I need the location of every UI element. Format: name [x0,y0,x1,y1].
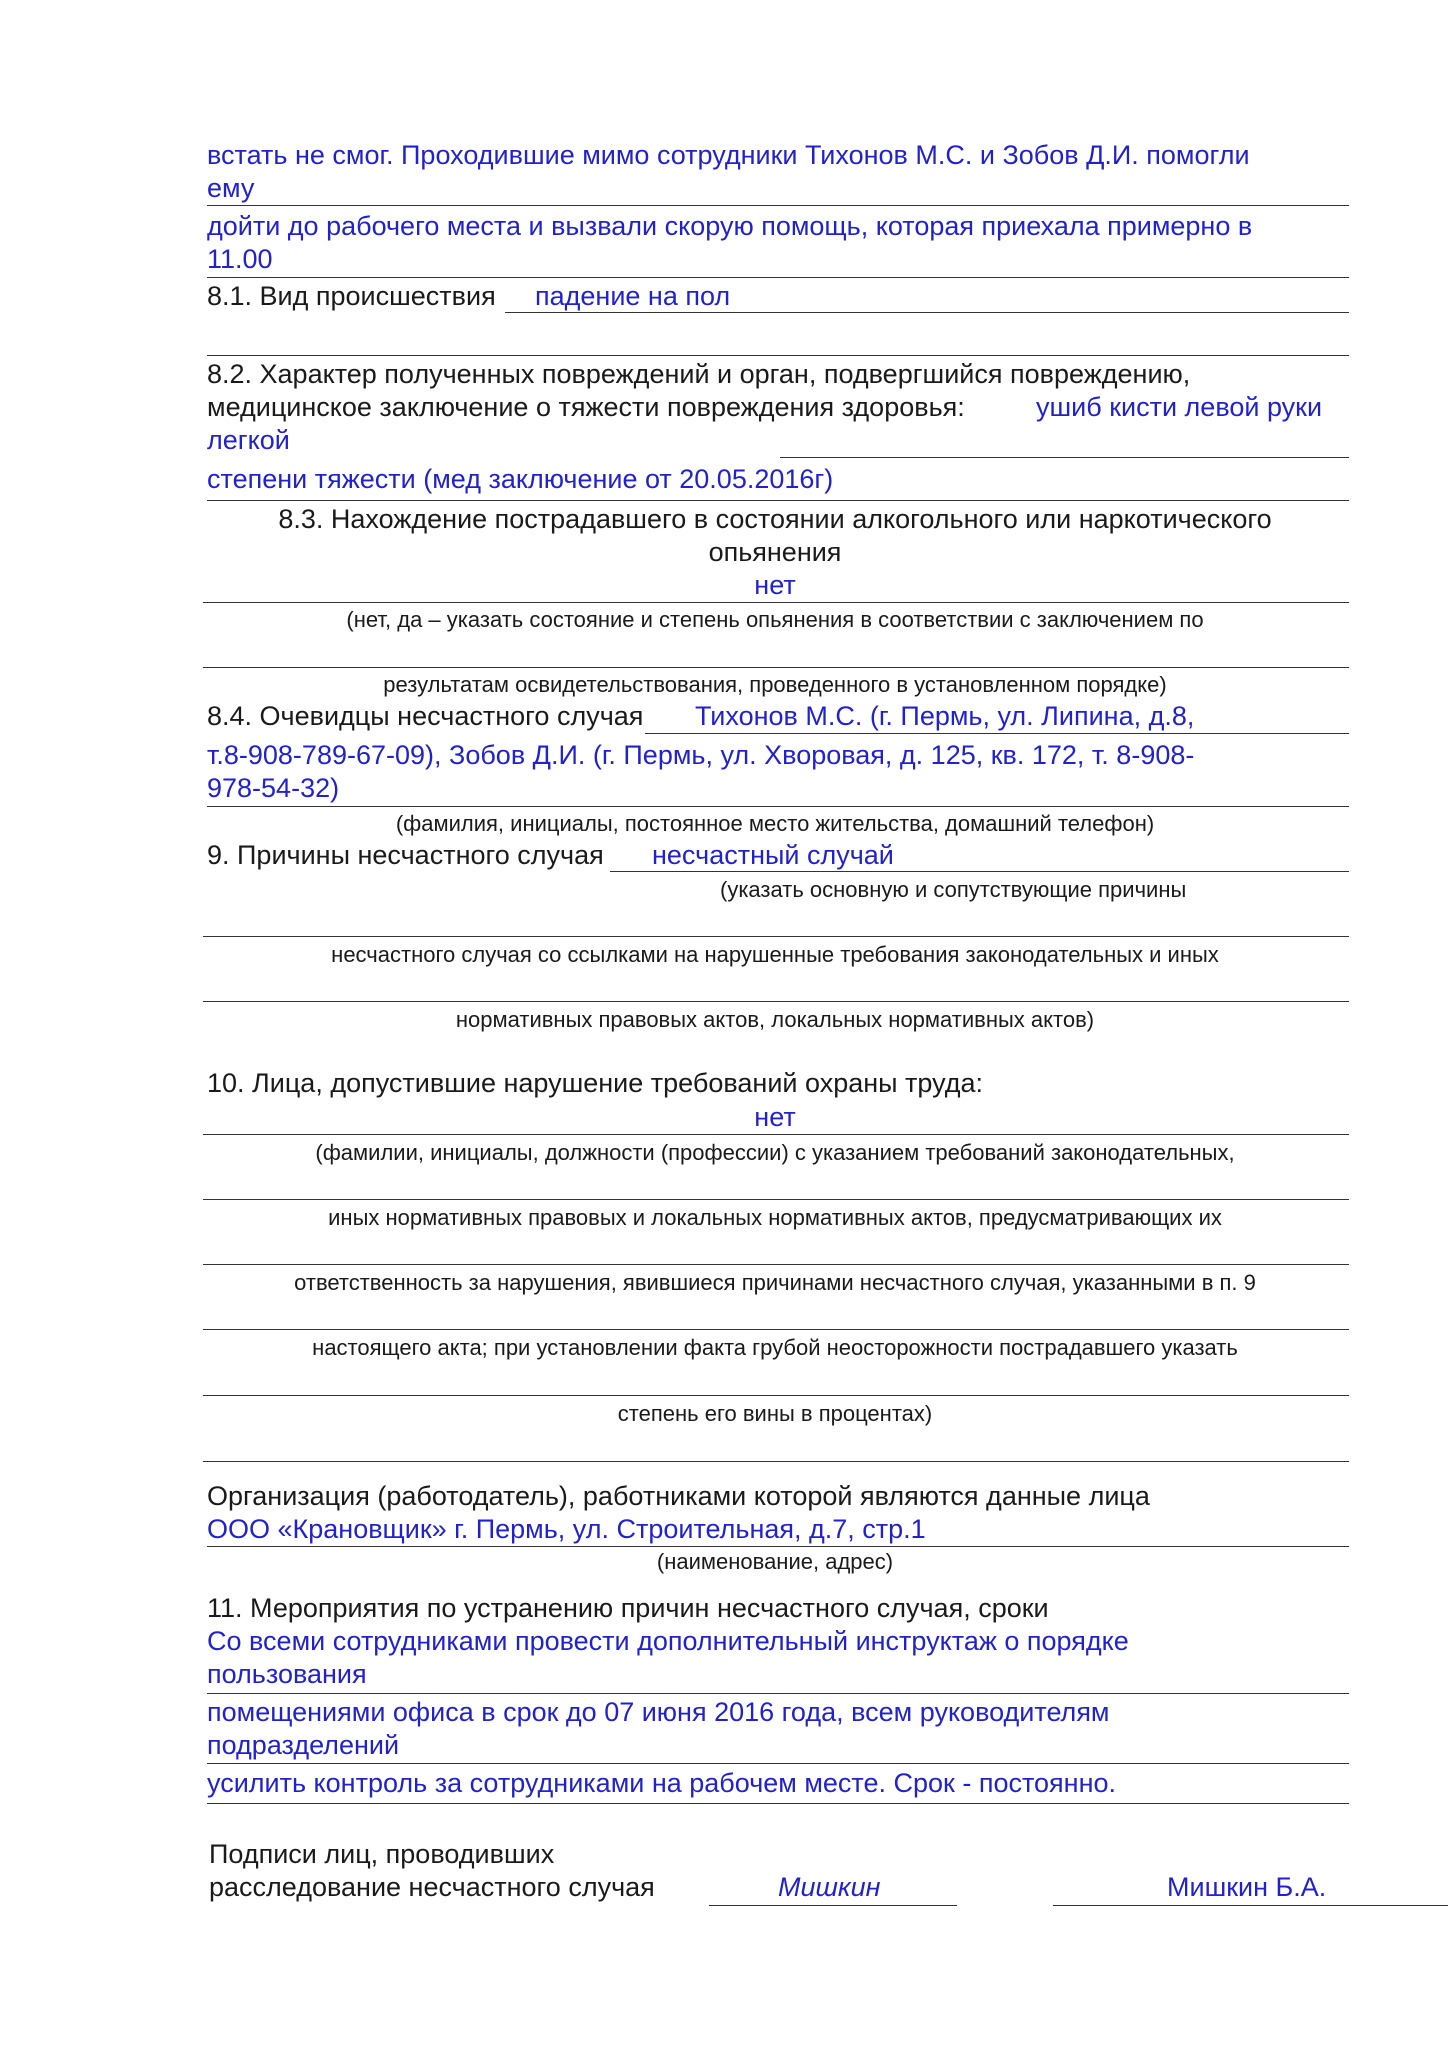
witnesses-value-line-2: т.8-908-789-67-09), Зобов Д.И. (г. Пермь, ул. Хворовая, д. 125, кв. 172, т. 8-908- [207,740,1195,770]
rule [207,1693,1349,1694]
rule [203,1134,1349,1135]
rule [207,1546,1349,1547]
signatures-label-line-2: расследование несчастного случая [209,1872,655,1902]
rule [207,806,1349,807]
intoxication-value: нет [754,570,796,600]
description-line-1: встать не смог. Проходившие мимо сотрудники Тихонов М.С. и Зобов Д.И. помогли [207,140,1250,170]
witnesses-value-line-1: Тихонов М.С. (г. Пермь, ул. Липина, д.8, [695,701,1195,731]
violators-hint-line-5: степень его вины в процентах) [617,1401,933,1426]
rule [203,667,1349,668]
rule [207,500,1349,501]
witnesses-label: 8.4. Очевидцы несчастного случая [207,701,644,731]
measures-value-line-1: Со всеми сотрудниками провести дополнительный инструктаж о порядке [207,1626,1129,1656]
rule [203,1395,1349,1396]
rule [207,355,1349,356]
organization-value: ООО «Крановщик» г. Пермь, ул. Строительная, д.7, стр.1 [207,1514,926,1544]
rule [610,871,1349,872]
causes-value: несчастный случай [652,840,894,870]
causes-hint-line-3: нормативных правовых актов, локальных нормативных актов) [455,1007,1095,1032]
organization-hint: (наименование, адрес) [656,1549,894,1574]
violators-hint-line-4: настоящего акта; при установлении факта грубой неосторожности пострадавшего указать [312,1335,1238,1360]
description-line-2-cont: 11.00 [207,244,273,274]
measures-value-line-1-cont: пользования [207,1659,367,1689]
rule [203,1001,1349,1002]
violators-label: 10. Лица, допустившие нарушение требований охраны труда: [207,1068,984,1098]
witnesses-hint: (фамилия, инициалы, постоянное место жительства, домашний телефон) [395,811,1155,836]
organization-label: Организация (работодатель), работниками которой являются данные лица [207,1481,1150,1511]
injury-value-line-1-cont: легкой [207,425,290,455]
rule [207,1763,1349,1764]
injury-value-line-2: степени тяжести (мед заключение от 20.05.2016г) [207,464,834,494]
violators-hint-line-3: ответственность за нарушения, явившиеся причинами несчастного случая, указанными в п. 9 [294,1270,1256,1295]
incident-type-label: 8.1. Вид происшествия [207,281,496,311]
injury-value-line-1: ушиб кисти левой руки [1036,392,1323,422]
measures-label: 11. Мероприятия по устранению причин несчастного случая, сроки [207,1593,1049,1623]
incident-type-value: падение на пол [535,281,731,311]
causes-hint-line-1: (указать основную и сопутствующие причины [720,877,1187,902]
causes-hint-line-2: несчастного случая со ссылками на нарушенные требования законодательных и иных [331,942,1219,967]
violators-hint-line-2: иных нормативных правовых и локальных нормативных актов, предусматривающих их [328,1205,1222,1230]
description-line-2: дойти до рабочего места и вызвали скорую помощь, которая приехала примерно в [207,211,1253,241]
intoxication-label-line-2: опьянения [708,537,842,567]
intoxication-hint-line-2: результатам освидетельствования, проведенного в установленном порядке) [383,672,1167,697]
signatures-label-line-1: Подписи лиц, проводивших [209,1839,555,1869]
violators-hint-line-1: (фамилии, инициалы, должности (профессии) с указанием требований законодательных, [315,1140,1235,1165]
rule [203,1199,1349,1200]
measures-value-line-2: помещениями офиса в срок до 07 июня 2016 года, всем руководителям [207,1697,1110,1727]
rule [203,936,1349,937]
witnesses-value-line-3: 978-54-32) [207,773,340,803]
causes-label: 9. Причины несчастного случая [207,840,604,870]
signature-line [709,1905,957,1906]
name-line [1053,1905,1448,1906]
injury-label-line-1: 8.2. Характер полученных повреждений и орган, подвергшийся повреждению, [207,359,1191,389]
description-line-1-cont: ему [207,173,255,203]
intoxication-hint-line-1: (нет, да – указать состояние и степень опьянения в соответствии с заключением по [346,607,1204,632]
rule [207,277,1349,278]
rule [780,457,1349,458]
injury-label-line-2: медицинское заключение о тяжести повреждения здоровья: [207,392,965,422]
measures-value-line-3: усилить контроль за сотрудниками на рабочем месте. Срок - постоянно. [207,1768,1117,1798]
signer-name: Мишкин Б.А. [1167,1872,1327,1902]
rule [505,312,1349,313]
rule [203,1264,1349,1265]
rule [207,205,1349,206]
intoxication-label-line-1: 8.3. Нахождение пострадавшего в состоянии алкогольного или наркотического [278,504,1272,534]
rule [203,602,1349,603]
rule [645,733,1349,734]
rule [203,1461,1349,1462]
violators-value: нет [754,1102,796,1132]
rule [203,1329,1349,1330]
signature: Мишкин [778,1872,881,1902]
rule [207,1803,1349,1804]
measures-value-line-2-cont: подразделений [207,1730,400,1760]
